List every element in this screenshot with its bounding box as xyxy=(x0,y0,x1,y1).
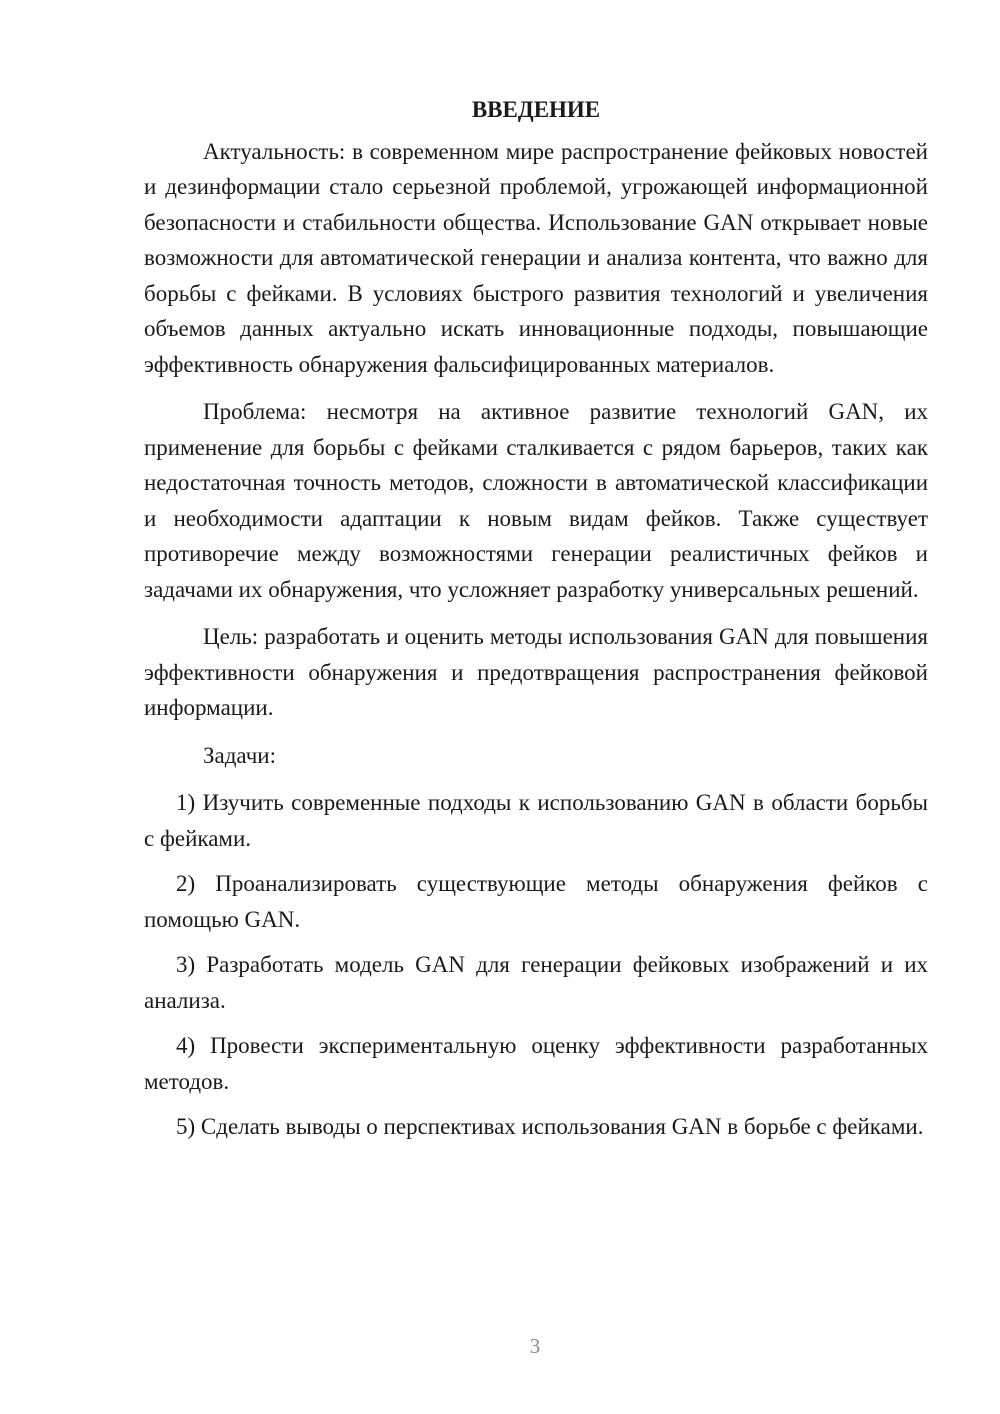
task-item: 3) Разработать модель GAN для генерации фейковых изображений и их анализа. xyxy=(144,952,928,1013)
page-title: ВВЕДЕНИЕ xyxy=(471,97,601,122)
tasks-label: Задачи: xyxy=(203,742,276,768)
task-item: 1) Изучить современные подходы к использованию GAN в области борьбы с фейками. xyxy=(144,790,928,851)
task-item: 5) Сделать выводы о перспективах использования GAN в борьбе с фейками. xyxy=(176,1114,924,1139)
document-page xyxy=(144,92,928,1155)
task-item: 4) Провести экспериментальную оценку эффективности разработанных методов. xyxy=(144,1033,928,1094)
paragraph-problem: Проблема: несмотря на активное развитие технологий GAN, их применение для борьбы с фейками сталкивается с рядом барьеров, таких как недостаточная точность методов, сложности в автоматической классификации и необходимости адаптации к новым видам фейков. Также существует противоречие между возможностями генерации реалистичных фейков и задачами их обнаружения, что усложняет разработку универсальных решений. xyxy=(144,399,928,602)
task-item: 2) Проанализировать существующие методы обнаружения фейков с помощью GAN. xyxy=(144,871,928,932)
paragraph-goal: Цель: разработать и оценить методы использования GAN для повышения эффективности обнаружения и предотвращения распространения фейковой информации. xyxy=(144,624,928,720)
page-number: 3 xyxy=(529,1334,541,1358)
tasks-list xyxy=(144,785,928,1145)
paragraph-relevance: Актуальность: в современном мире распространение фейковых новостей и дезинформации стало серьезной проблемой, угрожающей информационной безопасности и стабильности общества. Использование GAN открывает новые возможности для автоматической генерации и анализа контента, что важно для борьбы с фейками. В условиях быстрого развития технологий и увеличения объемов данных актуально искать инновационные подходы, повышающие эффективность обнаружения фальсифицированных материалов. xyxy=(144,138,928,377)
